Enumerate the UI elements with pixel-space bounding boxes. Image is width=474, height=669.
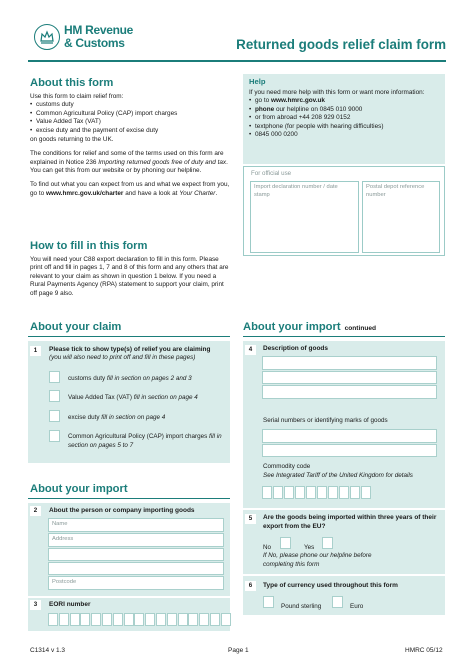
q1-title: Please tick to show type(s) of relief you are claiming xyxy=(49,346,211,353)
eori-digit-cell[interactable] xyxy=(91,613,101,626)
help-item-textphone-number xyxy=(249,131,439,139)
option-label: Value Added Tax (VAT) xyxy=(68,394,134,401)
commodity-note-end: for details xyxy=(383,472,413,479)
about-form-after: on goods returning to the UK. xyxy=(30,136,114,144)
eori-digit-cell[interactable] xyxy=(156,613,166,626)
about-form-heading: About this form xyxy=(30,77,114,89)
eori-digit-cell[interactable] xyxy=(113,613,123,626)
help-item-phone xyxy=(249,106,439,114)
name-input[interactable] xyxy=(48,518,224,532)
help-item-textphone xyxy=(249,123,439,131)
no-label: No xyxy=(263,544,272,551)
q6-panel xyxy=(243,576,445,615)
phone-label: phone xyxy=(255,105,275,113)
commodity-note-text: See xyxy=(263,472,276,479)
relief-item: • excise duty and the payment of excise duty xyxy=(30,127,230,135)
commodity-digit-cell[interactable] xyxy=(262,486,272,499)
how-to-heading: How to fill in this form xyxy=(30,240,148,252)
eori-digit-cell[interactable] xyxy=(134,613,144,626)
commodity-digit-cell[interactable] xyxy=(273,486,283,499)
postcode-placeholder: Postcode xyxy=(52,579,77,585)
commodity-digit-cell[interactable] xyxy=(361,486,371,499)
yes-label: Yes xyxy=(304,544,315,551)
charter-link[interactable]: www.hmrc.gov.uk/charter xyxy=(46,189,124,197)
conditions-text-end: . You can get this from our website or by phoning our helpline. xyxy=(30,158,228,175)
commodity-digit-cell[interactable] xyxy=(339,486,349,499)
help-web-text: go to xyxy=(255,97,271,105)
help-title: Help xyxy=(249,77,266,86)
no-checkbox[interactable] xyxy=(280,537,291,549)
address-input-2[interactable] xyxy=(48,548,224,561)
eori-digit-cell[interactable] xyxy=(167,613,177,626)
header-divider xyxy=(28,60,446,62)
address-input-1[interactable] xyxy=(48,533,224,547)
logo-line-2: & Customs xyxy=(64,35,125,50)
about-import-continued-rule xyxy=(243,336,445,337)
about-import-continued-heading xyxy=(243,320,376,335)
form-code: C1314 v 1.3 xyxy=(30,647,66,654)
about-form-conditions xyxy=(30,150,230,175)
commodity-digit-cell[interactable] xyxy=(284,486,294,499)
eori-digit-cell[interactable] xyxy=(48,613,58,626)
eori-digit-cell[interactable] xyxy=(221,613,231,626)
pound-sterling-label: Pound sterling xyxy=(281,603,322,610)
crest-icon xyxy=(34,24,60,50)
help-item-web xyxy=(249,97,439,105)
commodity-note xyxy=(263,472,413,481)
euro-label: Euro xyxy=(350,603,364,610)
pound-sterling-checkbox[interactable] xyxy=(263,596,274,608)
import-declaration-box: Import declaration number / date stamp xyxy=(250,181,359,253)
about-claim-heading: About your claim xyxy=(30,321,122,333)
hmrc-website-link[interactable]: www.hmrc.gov.uk xyxy=(271,97,325,105)
about-claim-rule xyxy=(28,336,230,337)
commodity-digit-cell[interactable] xyxy=(328,486,338,499)
q6-title: Type of currency used throughout this form xyxy=(263,582,398,589)
help-box xyxy=(243,74,445,164)
charter-text-end: . xyxy=(215,189,218,197)
about-form-body xyxy=(30,93,230,203)
page-number: Page 1 xyxy=(228,647,249,654)
euro-checkbox[interactable] xyxy=(332,596,343,608)
charter-title: Your Charter xyxy=(179,189,216,197)
logo-line-1: HM Revenue xyxy=(64,23,134,37)
commodity-digit-cell[interactable] xyxy=(317,486,327,499)
commodity-digit-cell[interactable] xyxy=(306,486,316,499)
q1-number: 1 xyxy=(30,346,41,356)
serial-input-2[interactable] xyxy=(262,444,437,457)
option-label: excise duty xyxy=(68,414,102,421)
q4-number: 4 xyxy=(245,345,256,355)
q2-number: 2 xyxy=(30,506,41,516)
continued-label: continued xyxy=(344,325,377,332)
customs-duty-checkbox[interactable] xyxy=(49,371,60,383)
commodity-digit-cell[interactable] xyxy=(295,486,305,499)
textphone-label: textphone (for people with hearing difficulties) xyxy=(255,122,384,130)
about-form-intro: Use this form to claim relief from: xyxy=(30,93,124,100)
serial-input-1[interactable] xyxy=(262,429,437,443)
tariff-title: Integrated Tariff of the United Kingdom xyxy=(275,472,384,479)
eori-digit-cell[interactable] xyxy=(145,613,155,626)
option-note: fill in section on page 4 xyxy=(101,414,166,421)
q2-title: About the person or company importing goods xyxy=(49,507,195,514)
q3-panel xyxy=(28,598,230,631)
help-item-abroad xyxy=(249,114,439,122)
eori-digit-cell[interactable] xyxy=(210,613,220,626)
relief-item: • customs duty xyxy=(30,101,230,109)
cap-label xyxy=(68,433,223,451)
about-form-charter xyxy=(30,181,230,198)
helpline-number: our helpline on 0845 010 9000 xyxy=(274,105,363,113)
official-use-box xyxy=(243,166,445,256)
option-label: Common Agricultural Policy (CAP) import charges xyxy=(68,433,210,440)
q4-panel xyxy=(243,341,445,508)
q3-title: EORI number xyxy=(49,601,91,608)
q5-title: Are the goods being imported within three years of their export from the EU? xyxy=(263,514,437,530)
relief-item: • Common Agricultural Policy (CAP) import charges xyxy=(30,110,230,118)
eori-digit-cell[interactable] xyxy=(199,613,209,626)
excise-duty-label xyxy=(68,414,228,423)
form-title: Returned goods relief claim form xyxy=(236,37,446,52)
form-date: HMRC 05/12 xyxy=(405,647,443,654)
yes-checkbox[interactable] xyxy=(322,537,333,549)
charter-text: To find out what you can expect from us and what we expect from you, go to xyxy=(30,181,230,197)
eori-digit-cell[interactable] xyxy=(102,613,112,626)
eori-digit-cell[interactable] xyxy=(70,613,80,626)
q4-title: Description of goods xyxy=(263,345,328,352)
option-note: fill in section on page 4 xyxy=(133,394,198,401)
about-import-rule xyxy=(28,498,230,499)
commodity-label: Commodity code xyxy=(263,463,311,470)
description-input-1[interactable] xyxy=(262,356,437,370)
charter-text-mid: and have a look at xyxy=(123,189,180,197)
eori-digit-cell[interactable] xyxy=(124,613,134,626)
q3-number: 3 xyxy=(30,600,41,610)
abroad-number: or from abroad +44 208 929 0152 xyxy=(255,114,351,122)
q5-note: If No, please phone our helpline before completing this form xyxy=(263,552,372,568)
q5-panel xyxy=(243,510,445,574)
logo-text xyxy=(64,24,133,49)
relief-list xyxy=(30,101,230,135)
official-use-title: For official use xyxy=(251,170,292,177)
vat-checkbox[interactable] xyxy=(49,390,60,402)
option-note: fill in section on pages 5 to 7 xyxy=(68,433,222,449)
q2-panel xyxy=(28,503,230,596)
relief-item: • Value Added Tax (VAT) xyxy=(30,118,230,126)
commodity-digit-cell[interactable] xyxy=(350,486,360,499)
conditions-text: The conditions for relief and some of the terms used on this form are explained in Notice 236 xyxy=(30,150,224,166)
how-to-text: You will need your C88 export declaration to fill in this form. Please print off and fill in pages 1, 7 and 8 of this form and any others that are relevant to your claim as shown in question 1 below. If you need a Rural Payments Agency (RPA) statement to support your claim, print off page 9 also. xyxy=(30,256,229,297)
serial-label: Serial numbers or identifying marks of goods xyxy=(263,417,388,424)
q5-number: 5 xyxy=(245,514,256,524)
q1-subtitle: (you will also need to print off and fill in these pages) xyxy=(49,354,196,361)
hmrc-logo xyxy=(34,24,154,58)
address-placeholder: Address xyxy=(52,536,74,542)
eori-digit-cell[interactable] xyxy=(188,613,198,626)
description-input-3[interactable] xyxy=(262,385,437,399)
address-input-3[interactable] xyxy=(48,562,224,575)
help-intro: If you need more help with this form or want more information: xyxy=(249,89,425,97)
q6-number: 6 xyxy=(245,581,256,591)
about-import-continued-title: About your import xyxy=(243,321,341,333)
eori-digit-cell[interactable] xyxy=(80,613,90,626)
q1-panel xyxy=(28,341,230,463)
description-input-2[interactable] xyxy=(262,371,437,384)
option-label: customs duty xyxy=(68,375,107,382)
cap-checkbox[interactable] xyxy=(49,430,60,442)
customs-duty-label xyxy=(68,375,228,384)
excise-duty-checkbox[interactable] xyxy=(49,410,60,422)
notice-title: Importing returned goods free of duty and tax xyxy=(98,158,227,166)
textphone-number: 0845 000 0200 xyxy=(255,131,298,139)
help-list xyxy=(249,97,439,139)
name-placeholder: Name xyxy=(52,521,68,527)
vat-label xyxy=(68,394,228,403)
postcode-input[interactable] xyxy=(48,576,224,590)
eori-digit-cell[interactable] xyxy=(59,613,69,626)
eori-digit-cell[interactable] xyxy=(178,613,188,626)
option-note: fill in section on pages 2 and 3 xyxy=(106,375,192,382)
postal-depot-box: Postal depot reference number xyxy=(362,181,440,253)
about-import-heading: About your import xyxy=(30,483,128,495)
